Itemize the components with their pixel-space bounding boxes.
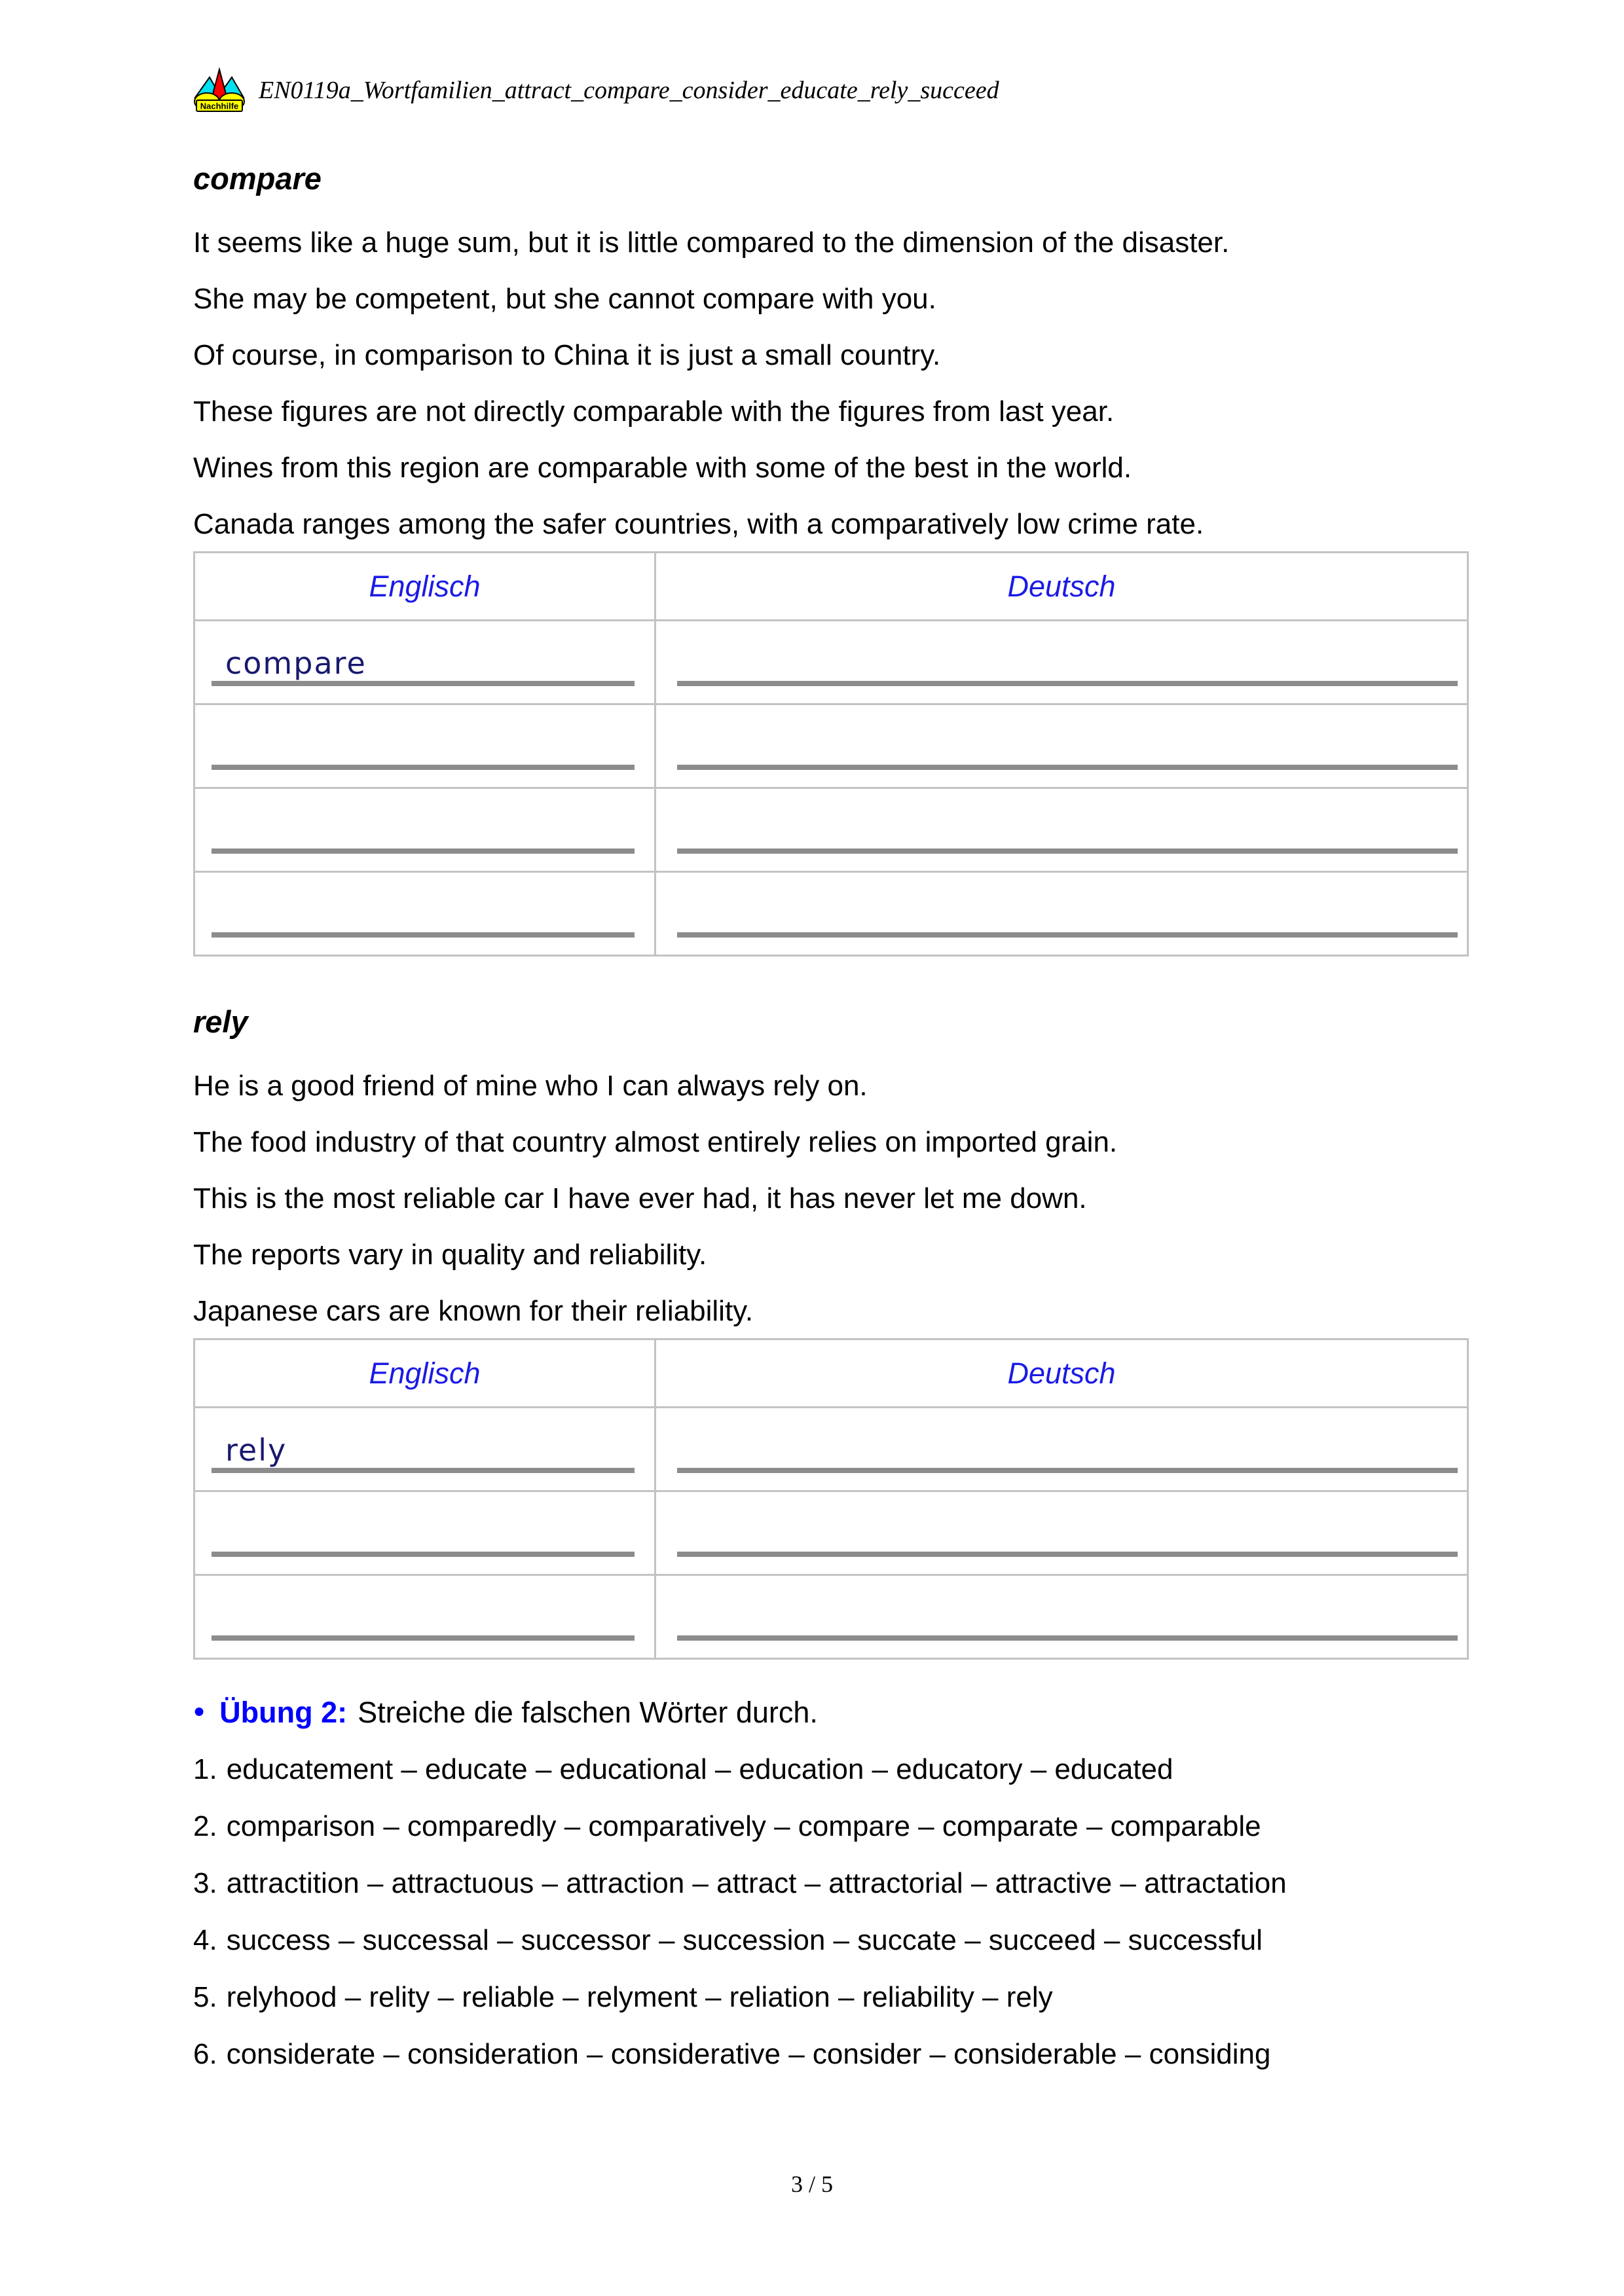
document-header — [193, 0, 1469, 113]
bullet-icon: ● — [193, 1700, 206, 1722]
exercise-item-words: attractition – attractuous – attraction – attract – attractorial – attractive – attractation — [226, 1867, 1287, 1899]
fill-in-line — [212, 932, 635, 938]
table-cell-german — [655, 621, 1468, 704]
sentence: Japanese cars are known for their reliability. — [193, 1295, 754, 1327]
exercise-item-words: considerate – consideration – considerative – consider – considerable – considing — [226, 2038, 1271, 2070]
column-header-deutsch: Deutsch — [655, 1339, 1468, 1408]
table-row — [194, 704, 1468, 788]
exercise-item-number: 1. — [193, 1753, 217, 1785]
sentence: The food industry of that country almost entirely relies on imported grain. — [193, 1126, 1118, 1158]
table-cell-german — [655, 872, 1468, 956]
table-header-row — [194, 1339, 1468, 1408]
exercise-item-number: 5. — [193, 1981, 217, 2013]
nachhilfe-logo — [193, 67, 246, 113]
exercise-item-number: 2. — [193, 1810, 217, 1842]
fill-in-line — [677, 1552, 1458, 1557]
sentence: He is a good friend of mine who I can always rely on. — [193, 1070, 868, 1102]
handwritten-entry-english: rely — [225, 1432, 287, 1468]
exercise-item-words: comparison – comparedly – comparatively – compare – comparate – comparable — [226, 1810, 1261, 1842]
exercise-item-number: 3. — [193, 1867, 217, 1899]
handwritten-entry-english: compare — [225, 646, 367, 681]
exercise-item-words: success – successal – successor – succession – succate – succeed – successful — [226, 1924, 1263, 1956]
vocab-table-rely — [193, 1338, 1469, 1660]
table-header-row — [194, 553, 1468, 621]
table-row — [194, 872, 1468, 956]
exercise-item — [193, 1981, 1469, 2014]
exercise-instruction: Streiche die falschen Wörter durch. — [358, 1696, 818, 1729]
vocab-table-compare — [193, 551, 1469, 957]
exercise-item — [193, 1924, 1469, 1957]
fill-in-line — [212, 1468, 635, 1473]
exercise-header-line — [193, 1696, 1469, 1730]
sentence: She may be competent, but she cannot compare with you. — [193, 283, 936, 315]
table-cell-english — [194, 704, 655, 788]
sentence: It seems like a huge sum, but it is little compared to the dimension of the disaster. — [193, 227, 1230, 259]
table-cell-german — [655, 1408, 1468, 1491]
section-heading-rely: rely — [193, 1004, 248, 1039]
mountain-logo-icon — [193, 67, 246, 113]
sentence: Wines from this region are comparable with some of the best in the world. — [193, 452, 1132, 484]
table-row — [194, 1575, 1468, 1659]
exercise-item-number: 4. — [193, 1924, 217, 1956]
table-cell-german — [655, 1491, 1468, 1575]
rely-sentences — [193, 1070, 1469, 1328]
fill-in-line — [677, 681, 1458, 686]
table-row — [194, 621, 1468, 704]
sentence: These figures are not directly comparable with the figures from last year. — [193, 395, 1115, 428]
exercise-item — [193, 1753, 1469, 1786]
sentence: Of course, in comparison to China it is just a small country. — [193, 339, 941, 371]
fill-in-line — [212, 1635, 635, 1641]
fill-in-line — [212, 848, 635, 854]
exercise-item — [193, 1867, 1469, 1900]
section-heading-compare: compare — [193, 161, 322, 196]
table-cell-german — [655, 1575, 1468, 1659]
table-cell-english — [194, 1408, 655, 1491]
fill-in-line — [677, 848, 1458, 854]
table-cell-german — [655, 788, 1468, 872]
table-row — [194, 1491, 1468, 1575]
table-cell-german — [655, 704, 1468, 788]
fill-in-line — [677, 1635, 1458, 1641]
column-header-englisch: Englisch — [194, 1339, 655, 1408]
document-title: EN0119a_Wortfamilien_attract_compare_consider_educate_rely_succeed — [259, 77, 999, 104]
exercise-item — [193, 1810, 1469, 1843]
sentence: Canada ranges among the safer countries, with a comparatively low crime rate. — [193, 508, 1204, 540]
table-cell-english — [194, 621, 655, 704]
table-cell-english — [194, 788, 655, 872]
fill-in-line — [677, 932, 1458, 938]
sentence: The reports vary in quality and reliability. — [193, 1239, 707, 1271]
table-row — [194, 1408, 1468, 1491]
table-row — [194, 788, 1468, 872]
exercise-item — [193, 2038, 1469, 2071]
exercise-item-number: 6. — [193, 2038, 217, 2070]
fill-in-line — [212, 681, 635, 686]
compare-sentences — [193, 227, 1469, 541]
fill-in-line — [677, 1468, 1458, 1473]
table-cell-english — [194, 1491, 655, 1575]
fill-in-line — [212, 765, 635, 770]
exercise-item-words: relyhood – relity – reliable – relyment – reliation – reliability – rely — [226, 1981, 1053, 2013]
exercise-label: Übung 2: — [219, 1696, 348, 1729]
column-header-englisch: Englisch — [194, 553, 655, 621]
fill-in-line — [677, 765, 1458, 770]
exercise-item-list — [193, 1753, 1469, 2071]
column-header-deutsch: Deutsch — [655, 553, 1468, 621]
table-cell-english — [194, 1575, 655, 1659]
sentence: This is the most reliable car I have ever had, it has never let me down. — [193, 1182, 1087, 1214]
table-cell-english — [194, 872, 655, 956]
fill-in-line — [212, 1552, 635, 1557]
exercise-item-words: educatement – educate – educational – education – educatory – educated — [226, 1753, 1173, 1785]
page-number: 3 / 5 — [790, 2171, 833, 2197]
logo-text: Nachhilfe — [200, 101, 239, 111]
